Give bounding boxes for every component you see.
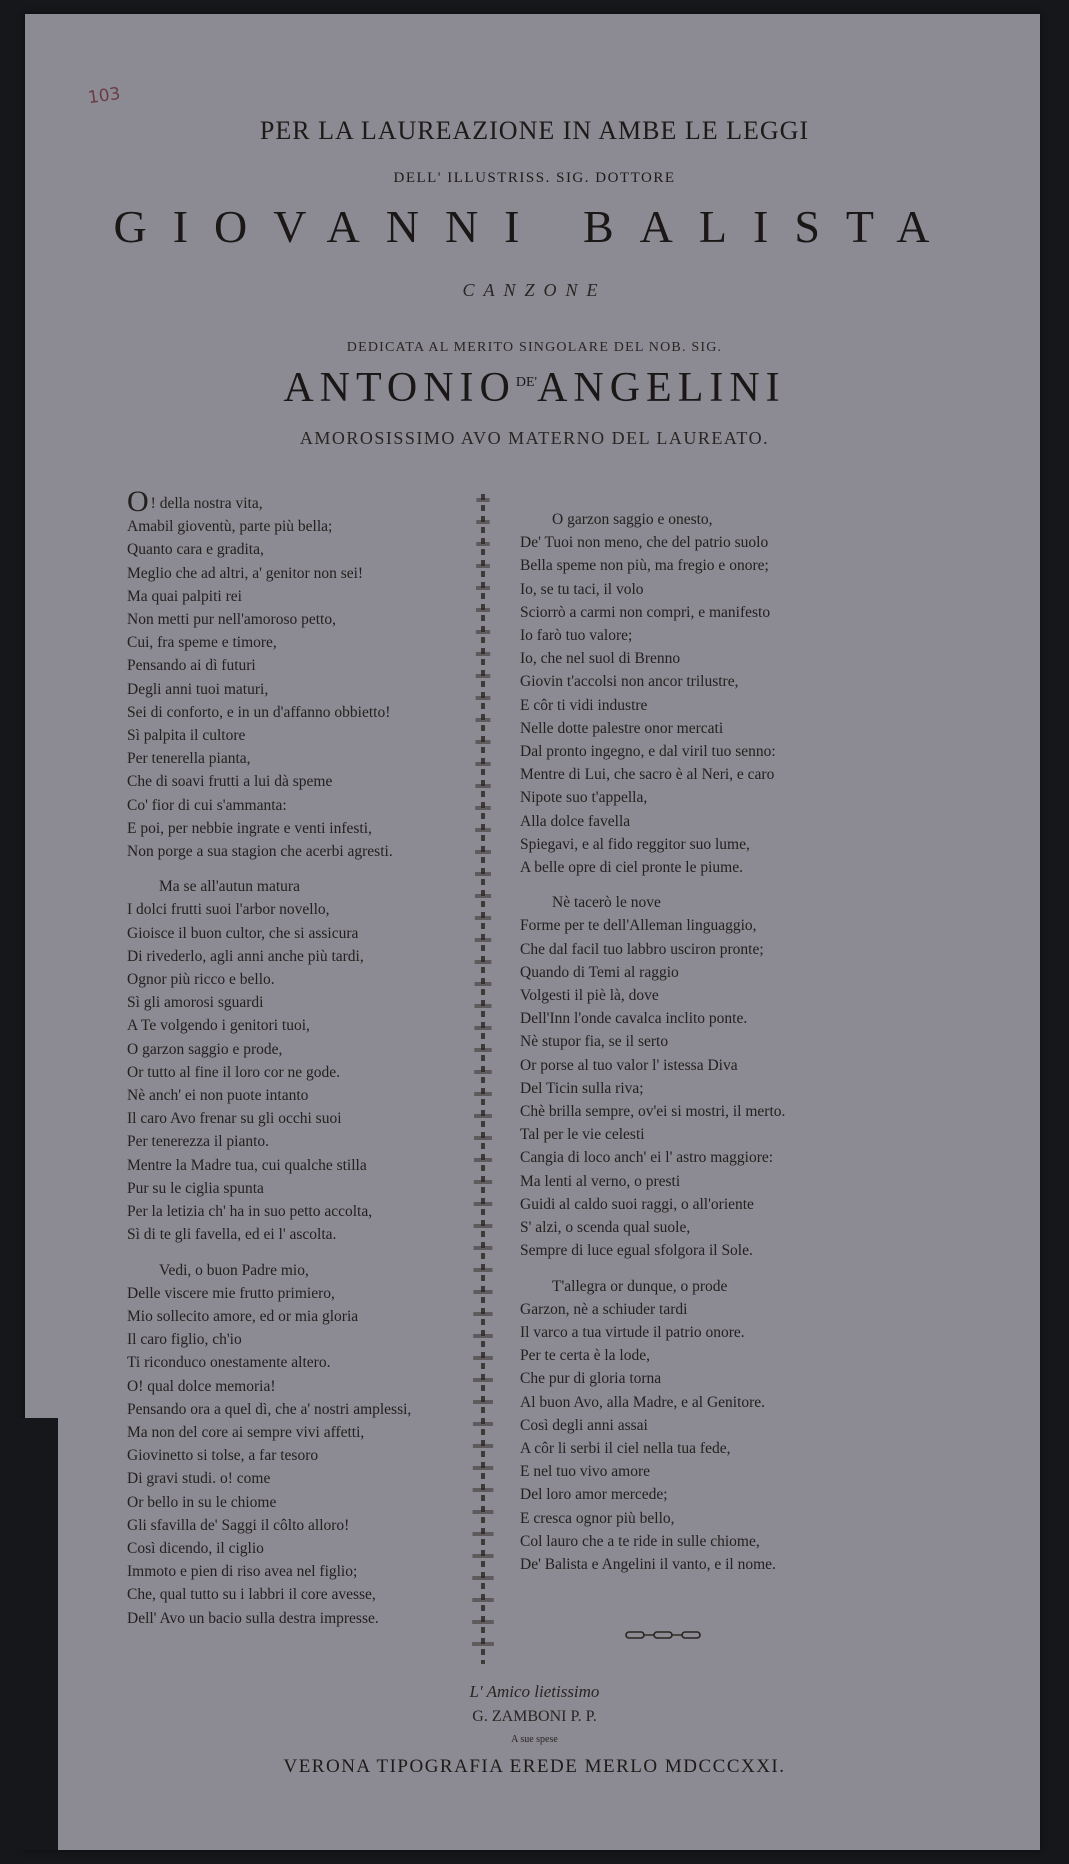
verse-text: Sì palpita il cultore (127, 727, 246, 745)
verse-text: Giovin t'accolsi non ancor trilustre, (520, 673, 739, 691)
verse-line (520, 624, 850, 647)
verse-text: Io, che nel suol di Brenno (520, 650, 681, 668)
verse-line (127, 631, 457, 654)
verse-text: Dell' Avo un bacio sulla destra impresse. (127, 1609, 379, 1627)
verse-line (127, 701, 457, 724)
document-subtitle: DELL' ILLUSTRISS. SIG. DOTTORE (393, 170, 676, 186)
verse-line (127, 1223, 457, 1246)
verse-line (520, 554, 850, 577)
verse-line (520, 694, 850, 717)
verse-line (520, 1077, 850, 1100)
verse-line (520, 1100, 850, 1123)
verse-text: Per la letizia ch' ha in suo petto accolta, (127, 1203, 373, 1221)
verse-line (520, 670, 850, 693)
verse-line (127, 654, 457, 677)
verse-line (520, 856, 850, 879)
verse-text: Sì di te gli favella, ed ei l' ascolta. (127, 1226, 337, 1244)
verse-text: Sempre di luce egual sfolgora il Sole. (520, 1242, 753, 1260)
verse-text: Tal per le vie celesti (520, 1126, 645, 1144)
verse-line (127, 1375, 457, 1398)
verse-line (520, 647, 850, 670)
verse-line (127, 538, 457, 561)
verse-text: Io farò tuo valore; (520, 627, 633, 645)
dedicatee-relation: AMOROSISSIMO AVO MATERNO DEL LAUREATO. (299, 428, 770, 448)
verse-text: Non metti pur nell'amoroso petto, (127, 611, 336, 629)
verse-text: A côr li serbi il ciel nella tua fede, (520, 1439, 731, 1457)
poem-right-column (520, 508, 850, 1588)
verse-line (520, 984, 850, 1007)
verse-text: Chè brilla sempre, ov'ei si mostri, il merto. (520, 1103, 786, 1121)
verse-text: Ti riconduco onestamente altero. (127, 1354, 331, 1372)
verse-text: Guidi al caldo suoi raggi, o all'oriente (520, 1195, 754, 1213)
verse-line (520, 1239, 850, 1262)
verse-line (520, 1193, 850, 1216)
verse-line (127, 1444, 457, 1467)
verse-line (127, 1514, 457, 1537)
verse-line (520, 1414, 850, 1437)
verse-text: Garzon, nè a schiuder tardi (520, 1300, 688, 1318)
verse-text: Co' fior di cui s'ammanta: (127, 796, 287, 814)
verse-text: Del loro amor mercede; (520, 1486, 668, 1504)
verse-line (520, 1275, 850, 1298)
verse-text: Così dicendo, il ciglio (127, 1539, 264, 1557)
stanza (127, 1259, 457, 1630)
verse-line (127, 1014, 457, 1037)
verse-text: Forme per te dell'Alleman linguaggio, (520, 917, 757, 935)
verse-line (127, 1607, 457, 1630)
verse-text: Quanto cara e gradita, (127, 541, 264, 559)
verse-text: Al buon Avo, alla Madre, e al Genitore. (520, 1393, 766, 1411)
verse-line (127, 1200, 457, 1223)
verse-text: Volgesti il piè là, dove (520, 987, 659, 1005)
verse-text: Nè anch' ei non puote intanto (127, 1087, 309, 1105)
verse-text: Che, qual tutto su i labbri il core avesse, (127, 1586, 376, 1604)
stanza (127, 875, 457, 1246)
verse-text: Per tenerella pianta, (127, 750, 251, 768)
dedicatee-first-name: ANTONIO (283, 365, 516, 411)
verse-line (127, 1583, 457, 1606)
verse-line (127, 1038, 457, 1061)
honoree-name: GIOVANNI BALISTA (113, 201, 956, 252)
verse-line (127, 840, 457, 863)
verse-line (127, 1491, 457, 1514)
verse-line (127, 678, 457, 701)
verse-line (127, 1537, 457, 1560)
verse-line (520, 1170, 850, 1193)
verse-line (127, 770, 457, 793)
verse-text: A belle opre di ciel pronte le piume. (520, 859, 743, 877)
verse-line (520, 1460, 850, 1483)
verse-text: Nè tacerò le nove (552, 894, 661, 912)
verse-text: Che pur di gloria torna (520, 1370, 662, 1388)
dedicatee-preposition: DE' (515, 375, 538, 390)
verse-text: Or tutto al fine il loro cor ne gode. (127, 1063, 341, 1081)
verse-text: Pensando ora a quel dì, che a' nostri amplessi, (127, 1400, 412, 1418)
verse-line (127, 1398, 457, 1421)
verse-text: E nel tuo vivo amore (520, 1463, 650, 1481)
verse-text: Cangia di loco anch' ei l' astro maggiore: (520, 1149, 774, 1167)
verse-line (520, 1507, 850, 1530)
verse-text: Sciorrò a carmi non compri, e manifesto (520, 603, 771, 621)
verse-text: Or porse al tuo valor l' istessa Diva (520, 1056, 738, 1074)
verse-text: Pensando ai dì futuri (127, 657, 256, 675)
verse-text: E côr ti vidi industre (520, 696, 648, 714)
verse-line (127, 585, 457, 608)
verse-text: Così degli anni assai (520, 1416, 648, 1434)
verse-text: Del Ticin sulla riva; (520, 1079, 644, 1097)
author-name: G. ZAMBONI P. P. (472, 1708, 597, 1725)
printer-imprint: VERONA TIPOGRAFIA EREDE MERLO MDCCCXXI. (283, 1756, 786, 1777)
verse-text: Delle viscere mie frutto primiero, (127, 1284, 335, 1302)
verse-text: Spiegavi, e al fido reggitor suo lume, (520, 835, 750, 853)
verse-line (127, 898, 457, 921)
verse-line (520, 1007, 850, 1030)
verse-text: Pur su le ciglia spunta (127, 1179, 264, 1197)
verse-line (520, 578, 850, 601)
verse-text: Nipote suo t'appella, (520, 789, 648, 807)
verse-text: De' Balista e Angelini il vanto, e il nome. (520, 1555, 776, 1573)
verse-text: T'allegra or dunque, o prode (552, 1277, 728, 1295)
verse-line (520, 1123, 850, 1146)
verse-line (520, 1391, 850, 1414)
verse-line (520, 740, 850, 763)
verse-line (127, 1154, 457, 1177)
verse-line (127, 794, 457, 817)
verse-text: Il varco a tua virtude il patrio onore. (520, 1323, 745, 1341)
verse-text: Mentre la Madre tua, cui qualche stilla (127, 1156, 367, 1174)
verse-text: Giovinetto si tolse, a far tesoro (127, 1447, 319, 1465)
verse-line (520, 601, 850, 624)
verse-text: Alla dolce favella (520, 812, 631, 830)
verse-line (127, 817, 457, 840)
verse-text: Il caro figlio, ch'io (127, 1331, 242, 1349)
verse-line (127, 1282, 457, 1305)
verse-line (520, 786, 850, 809)
verse-line (127, 1328, 457, 1351)
verse-line (520, 1530, 850, 1553)
verse-text: A Te volgendo i genitori tuoi, (127, 1017, 310, 1035)
stanza (127, 485, 457, 863)
verse-line (520, 1553, 850, 1576)
verse-text: Mentre di Lui, che sacro è al Neri, e caro (520, 766, 775, 784)
verse-line (520, 1321, 850, 1344)
drop-cap: O (127, 485, 149, 518)
verse-line (127, 1061, 457, 1084)
verse-text: De' Tuoi non meno, che del patrio suolo (520, 534, 769, 552)
verse-text: Dal pronto ingegno, e dal viril tuo senno: (520, 743, 776, 761)
verse-text: E cresca ognor più bello, (520, 1509, 675, 1527)
verse-text: O! qual dolce memoria! (127, 1377, 276, 1395)
verse-line (127, 1421, 457, 1444)
verse-line (127, 1351, 457, 1374)
verse-line (127, 747, 457, 770)
verse-text: Il caro Avo frenar su gli occhi suoi (127, 1110, 342, 1128)
ornamental-column-divider (472, 494, 494, 1664)
verse-text: Sì gli amorosi sguardi (127, 994, 264, 1012)
verse-text: Che di soavi frutti a lui dà speme (127, 773, 333, 791)
verse-line (520, 531, 850, 554)
verse-text: Meglio che ad altri, a' genitor non sei! (127, 564, 364, 582)
verse-line (127, 1107, 457, 1130)
stanza (520, 1275, 850, 1577)
verse-line (127, 968, 457, 991)
verse-text: Col lauro che a te ride in sulle chiome, (520, 1532, 760, 1550)
closing-flourish-icon (624, 1628, 702, 1642)
verse-line (520, 961, 850, 984)
verse-line (127, 1130, 457, 1153)
verse-line (127, 875, 457, 898)
stanza (520, 891, 850, 1262)
verse-text: Degli anni tuoi maturi, (127, 680, 269, 698)
verse-line (520, 1030, 850, 1053)
verse-text: Vedi, o buon Padre mio, (159, 1261, 309, 1279)
verse-text: I dolci frutti suoi l'arbor novello, (127, 901, 330, 919)
verse-line (520, 1483, 850, 1506)
verse-line (520, 1146, 850, 1169)
verse-line (127, 991, 457, 1014)
verse-text: ! della nostra vita, (150, 495, 263, 512)
verse-line (520, 1367, 850, 1390)
torn-paper-edge (0, 1418, 58, 1850)
verse-text: Immoto e pien di riso avea nel figlio; (127, 1563, 358, 1581)
verse-text: E poi, per nebbie ingrate e venti infesti, (127, 819, 372, 837)
verse-text: Amabil gioventù, parte più bella; (127, 518, 333, 536)
dedication-line: DEDICATA AL MERITO SINGOLARE DEL NOB. SIG. (346, 340, 723, 355)
verse-line (127, 1259, 457, 1282)
verse-line (520, 891, 850, 914)
verse-text: Dell'Inn l'onde cavalca inclito ponte. (520, 1010, 748, 1028)
verse-line (127, 1177, 457, 1200)
signature-line: L' Amico lietissimo (469, 1682, 600, 1701)
verse-line (127, 1305, 457, 1328)
verse-text: Cui, fra speme e timore, (127, 634, 277, 652)
verse-text: Ma lenti al verno, o presti (520, 1172, 681, 1190)
verse-line (127, 562, 457, 585)
verse-text: Gli sfavilla de' Saggi il côlto alloro! (127, 1516, 350, 1534)
verse-text: Quando di Temi al raggio (520, 963, 679, 981)
verse-line (127, 922, 457, 945)
verse-line (127, 1560, 457, 1583)
verse-line (127, 515, 457, 538)
verse-line (127, 724, 457, 747)
verse-text: Ognor più ricco e bello. (127, 971, 275, 989)
verse-line (127, 485, 457, 518)
verse-line (520, 1216, 850, 1239)
verse-text: Nè stupor fia, se il serto (520, 1033, 669, 1051)
verse-line (520, 763, 850, 786)
verse-text: Bella speme non più, ma fregio e onore; (520, 557, 769, 575)
verse-text: Ma se all'autun matura (159, 878, 300, 896)
verse-text: Nelle dotte palestre onor mercati (520, 719, 724, 737)
dedicatee-name (0, 364, 1069, 412)
stanza (520, 508, 850, 879)
verse-text: Che dal facil tuo labbro usciron pronte; (520, 940, 764, 958)
poem-left-column (127, 485, 457, 1642)
verse-text: O garzon saggio e onesto, (552, 511, 713, 528)
document-title: PER LA LAUREAZIONE IN AMBE LE LEGGI (259, 116, 810, 145)
verse-text: Gioisce il buon cultor, che si assicura (127, 924, 359, 942)
verse-text: Or bello in su le chiome (127, 1493, 277, 1511)
verse-line (520, 1054, 850, 1077)
verse-text: Ma non del core ai sempre vivi affetti, (127, 1423, 365, 1441)
expense-note: A sue spese (511, 1734, 558, 1745)
verse-text: Ma quai palpiti rei (127, 587, 242, 605)
verse-line (520, 810, 850, 833)
verse-text: O garzon saggio e prode, (127, 1040, 283, 1058)
verse-line (520, 833, 850, 856)
verse-text: S' alzi, o scenda qual suole, (520, 1219, 691, 1237)
verse-text: Di rivederlo, agli anni anche più tardi, (127, 947, 364, 965)
handwritten-number: 103 (86, 83, 122, 109)
verse-text: Io, se tu taci, il volo (520, 580, 644, 598)
verse-line (127, 1084, 457, 1107)
verse-line (127, 1467, 457, 1490)
verse-text: Non porge a sua stagion che acerbi agresti. (127, 843, 393, 861)
genre-label: CANZONE (462, 280, 607, 300)
dedicatee-last-name: ANGELINI (537, 365, 786, 411)
verse-line (520, 1437, 850, 1460)
verse-line (520, 508, 850, 531)
verse-text: Di gravi studi. o! come (127, 1470, 271, 1488)
verse-line (127, 608, 457, 631)
verse-line (127, 945, 457, 968)
verse-text: Mio sollecito amore, ed or mia gloria (127, 1307, 359, 1325)
verse-line (520, 1344, 850, 1367)
vine-stem (481, 494, 485, 1664)
verse-line (520, 938, 850, 961)
verse-line (520, 914, 850, 937)
verse-text: Per tenerezza il pianto. (127, 1133, 270, 1151)
verse-line (520, 717, 850, 740)
verse-text: Sei di conforto, e in un d'affanno obbietto! (127, 703, 391, 721)
verse-line (520, 1298, 850, 1321)
verse-text: Per te certa è la lode, (520, 1347, 650, 1365)
